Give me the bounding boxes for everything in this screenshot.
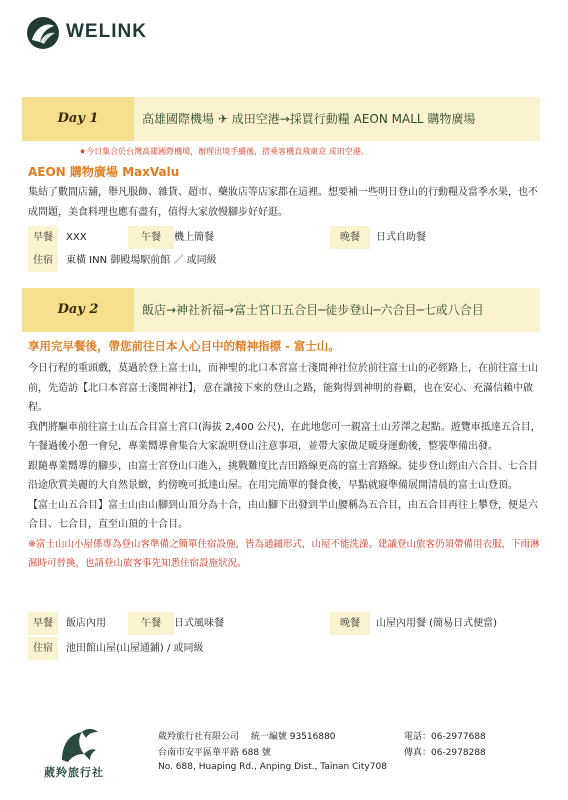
day1-note: ★今日集合於台灣高雄國際機場，辦理出境手續後，搭乘客機直飛東京 成田空港。 xyxy=(79,147,369,156)
brand-name: WELINK xyxy=(66,21,147,42)
day2-breakfast: 飯店內用 xyxy=(66,618,106,629)
day2-body xyxy=(28,359,544,574)
welink-logo-icon xyxy=(26,16,60,50)
day2-dinner: 山屋內用餐 (簡易日式便當) xyxy=(376,618,497,629)
day2-paragraph: 跟隨專業嚮導的腳步，由富士宮登山口進入，挑戰難度比吉田路線更高的富士宮路線。徒步登山經由六合目、七合目沿途欣賞美麗的大自然景緻，約傍晚可抵達山屋。在用完簡單的餐食後，早點就寢準備展開清晨的富士山登頂。 xyxy=(28,460,538,491)
day1-dinner: 日式自助餐 xyxy=(376,232,426,243)
day1-route-start: 高雄國際機場 xyxy=(142,112,215,126)
footer-fax: 傳真：06-2978288 xyxy=(404,748,486,758)
day1-lunch: 機上簡餐 xyxy=(174,232,214,243)
day2-note: ※富士山山小屋係專為登山客準備之簡單住宿設施，皆為通鋪形式，山屋不能洗澡。建議登山旅客仍須帶備用衣服，下雨淋濕時可替換，也請登山旅客事先知悉住宿設施狀況。 xyxy=(28,538,540,569)
day2-paragraph: 【富士山五合目】富士山由山腳到山頂分為十合，由山腳下出發到半山腰稱為五合目，由五合目再往上攀登，便是六合目、七合目，直至山頂的十合目。 xyxy=(28,499,538,530)
day1-stay-label: 住宿 xyxy=(28,249,58,272)
day1-stay: 東橫 INN 御殿場駅前館 ／ 或同級 xyxy=(66,255,217,266)
day2-label: Day 2 xyxy=(57,302,99,317)
day1-lunch-label: 午餐 xyxy=(128,226,174,249)
day1-route-rest: 成田空港→採買行動糧 AEON MALL 購物廣場 xyxy=(231,112,476,126)
day1-stay-row xyxy=(28,249,540,272)
day1-label: Day 1 xyxy=(57,111,99,126)
day1-breakfast-label: 早餐 xyxy=(28,226,58,249)
footer-address-zh: 台南市安平區華平路 688 號 xyxy=(158,748,271,758)
day2-lunch: 日式風味餐 xyxy=(174,618,224,629)
day1-paragraph xyxy=(28,183,544,222)
footer-company-short: 葳羚旅行社 xyxy=(44,766,104,779)
day2-paragraph: 我們將驅車前往富士山五合目富士宮口(海拔 2,400 公尺)，在此地您可一親富士山芳澤之起點。遊覽車抵達五合目，午餐過後小憩一會兒，專業嚮導會集合大家說明登山注意事項，並帶大家做足暖身運動後，整裝準備出發。 xyxy=(28,421,541,452)
footer-address-en: No. 688, Huaping Rd., Anping Dist., Tainan City708 xyxy=(158,762,387,772)
day2-meal-row xyxy=(28,612,540,635)
antelope-logo-icon xyxy=(56,724,102,764)
day2-stay-label: 住宿 xyxy=(28,637,58,660)
day1-subtitle: AEON 購物廣場 MaxValu xyxy=(28,165,180,179)
day2-header-bar xyxy=(22,288,540,332)
day2-route: 飯店→神社祈福→富士宮口五合目─徒步登山─六合目─七或八合目 xyxy=(142,303,484,317)
footer-phone: 電話：06-2977688 xyxy=(404,732,486,742)
day2-stay-row xyxy=(28,637,540,660)
day2-dinner-label: 晚餐 xyxy=(330,612,370,635)
footer-company: 葳羚旅行社有限公司 統一編號 93516880 xyxy=(158,732,336,742)
day1-dinner-label: 晚餐 xyxy=(330,226,370,249)
day1-meal-row xyxy=(28,226,540,249)
day1-route xyxy=(142,97,475,141)
airplane-icon: ✈ xyxy=(217,112,228,126)
day2-lunch-label: 午餐 xyxy=(128,612,174,635)
day2-breakfast-label: 早餐 xyxy=(28,612,58,635)
day2-stay: 池田館山屋(山屋通鋪) / 或同級 xyxy=(66,643,204,654)
day2-subtitle: 享用完早餐後，帶您前往日本人心目中的精神指標 - 富士山。 xyxy=(28,339,340,353)
day1-breakfast: XXX xyxy=(66,232,87,243)
day1-header-bar xyxy=(22,97,540,141)
day1-paragraph-text: 集結了數間店舖，舉凡服飾、雜貨、超市、藥妝店等店家都在這裡。想要補一些明日登山的行動糧及當季水果，也不成問題，美食料理也應有盡有，值得大家放慢腳步好好逛。 xyxy=(28,187,538,218)
day2-paragraph: 今日行程的重頭戲，莫過於登上富士山，而神聖的北口本宮富士淺間神社位於前往富士山的必經路上，在前往富士山前，先造訪【北口本宮富士淺間神社】，意在讓接下來的登山之路，能夠得到神明的眷顧，也在安心、充滿信賴中啟程。 xyxy=(28,363,538,413)
